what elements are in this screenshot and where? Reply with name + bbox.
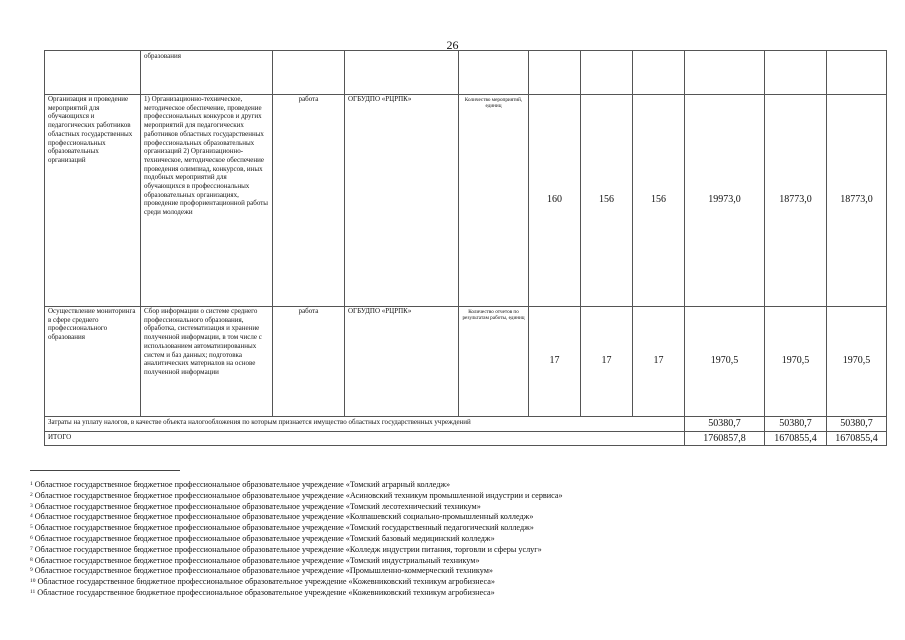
footnote <box>30 577 890 588</box>
cell-value: 17 <box>633 307 685 417</box>
cell-work-name: Организация и проведение мероприятий для обучающихся и педагогических работников областных государственных профессиональных образовательных организаций <box>45 95 141 307</box>
total-value: 1670855,4 <box>765 432 827 446</box>
footnote-text: Областное государственное бюджетное профессиональное образовательное учреждение «Кожевниковский техникум агробизнеса» <box>37 587 495 597</box>
total-value: 1670855,4 <box>827 432 887 446</box>
footnote-text: Областное государственное бюджетное профессиональное образовательное учреждение «Колледж индустрии питания, торговли и сферы услуг» <box>34 544 542 554</box>
table-row <box>45 51 887 95</box>
footnote-text: Областное государственное бюджетное профессиональное образовательное учреждение «Кожевниковский техникум агробизнеса» <box>37 577 495 587</box>
cell-value <box>581 51 633 95</box>
footnote-text: Областное государственное бюджетное профессиональное образовательное учреждение «Томский лесотехнический техникум» <box>34 501 481 511</box>
footnote <box>30 523 890 534</box>
cell-indicator <box>459 51 529 95</box>
tax-value: 50380,7 <box>827 417 887 432</box>
cell-value <box>633 51 685 95</box>
footnote <box>30 566 890 577</box>
cell-institution <box>345 51 459 95</box>
total-value: 1760857,8 <box>685 432 765 446</box>
page-number: 26 <box>446 38 459 52</box>
cell-work-name: Осуществление мониторинга в сфере среднего профессионального образования <box>45 307 141 417</box>
cell-value: 18773,0 <box>765 95 827 307</box>
cell-institution: ОГБУДПО «РЦРПК» <box>345 307 459 417</box>
cell-indicator: Количество мероприятий, единиц <box>459 95 529 307</box>
footnote-number: 8 <box>30 556 33 563</box>
cell-work-type <box>273 51 345 95</box>
footnote-number: 3 <box>30 502 33 509</box>
footnote-number: 10 <box>30 578 36 585</box>
cell-work-content: образования <box>141 51 273 95</box>
cell-value: 160 <box>529 95 581 307</box>
cell-work-type: работа <box>273 95 345 307</box>
cell-work-content: Сбор информации о системе среднего профессионального образования, обработка, систематизация и хранение полученной информации, в том числе с использованием автоматизированных систем и баз данных; подготовка аналитических материалов на основе полученной информации <box>141 307 273 417</box>
footnote <box>30 480 890 491</box>
cell-value: 1970,5 <box>685 307 765 417</box>
services-table <box>44 50 887 446</box>
cell-institution: ОГБУДПО «РЦРПК» <box>345 95 459 307</box>
footnote <box>30 534 890 545</box>
cell-value <box>685 51 765 95</box>
footnote-text: Областное государственное бюджетное профессиональное образовательное учреждение «Томский базовый медицинский колледж» <box>34 533 495 543</box>
table-row <box>45 95 887 307</box>
footnote-number: 7 <box>30 545 33 552</box>
footnote-divider <box>30 470 180 471</box>
cell-value: 19973,0 <box>685 95 765 307</box>
footnote-number: 1 <box>30 481 33 487</box>
cell-value: 17 <box>581 307 633 417</box>
total-row <box>45 432 887 446</box>
footnote-number: 2 <box>30 491 33 498</box>
footnote <box>30 545 890 556</box>
footnote-number: 6 <box>30 534 33 541</box>
cell-work-type: работа <box>273 307 345 417</box>
footnote-text: Областное государственное бюджетное профессиональное образовательное учреждение «Асиновский техникум промышленной индустрии и сервиса» <box>34 490 563 500</box>
cell-value: 156 <box>581 95 633 307</box>
cell-value: 18773,0 <box>827 95 887 307</box>
footnote-number: 4 <box>30 513 33 520</box>
tax-row-label: Затраты на уплату налогов, в качестве объекта налогообложения по которым признается имущество областных государственных учреждений <box>45 417 685 432</box>
cell-value: 156 <box>633 95 685 307</box>
footnote-text: Областное государственное бюджетное профессиональное образовательное учреждение «Промышленно-коммерческий техникум» <box>34 566 493 576</box>
cell-value <box>827 51 887 95</box>
cell-value: 1970,5 <box>765 307 827 417</box>
cell-value <box>529 51 581 95</box>
footnote <box>30 512 890 523</box>
total-row-label: ИТОГО <box>45 432 685 446</box>
cell-value: 17 <box>529 307 581 417</box>
cell-value: 1970,5 <box>827 307 887 417</box>
footnote-text: Областное государственное бюджетное профессиональное образовательное учреждение «Томский государственный педагогический колледж» <box>34 523 534 533</box>
footnote <box>30 491 890 502</box>
footnote-text: Областное государственное бюджетное профессиональное образовательное учреждение «Томский индустриальный техникум» <box>34 555 480 565</box>
footnote-number: 5 <box>30 524 33 531</box>
footnote-text: Областное государственное бюджетное профессиональное образовательное учреждение «Колпашевский социально-промышленный колледж» <box>34 512 534 522</box>
cell-value <box>765 51 827 95</box>
footnote <box>30 556 890 567</box>
footnote-number: 9 <box>30 567 33 574</box>
footnote-text: Областное государственное бюджетное профессиональное образовательное учреждение «Томский аграрный колледж» <box>34 480 451 489</box>
footnotes <box>30 470 890 599</box>
tax-value: 50380,7 <box>685 417 765 432</box>
tax-value: 50380,7 <box>765 417 827 432</box>
table-row <box>45 307 887 417</box>
cell-indicator: Количество отчетов по результатам работы, единиц <box>459 307 529 417</box>
footnote <box>30 502 890 513</box>
cell-work-content: 1) Организационно-техническое, методическое обеспечение, проведение профессиональных конкурсов и других мероприятий для педагогических работников областных государственных профессиональных образовательных организаций 2) Организационно-техническое, методическое обеспечение проведения олимпиад, конкурсов, иных подобных мероприятий для обучающихся в профессиональных образовательных организациях, проведение профориентационной работы среди молодежи <box>141 95 273 307</box>
cell-work-name <box>45 51 141 95</box>
footnote <box>30 588 890 599</box>
footnote-number: 11 <box>30 588 36 595</box>
tax-row <box>45 417 887 432</box>
